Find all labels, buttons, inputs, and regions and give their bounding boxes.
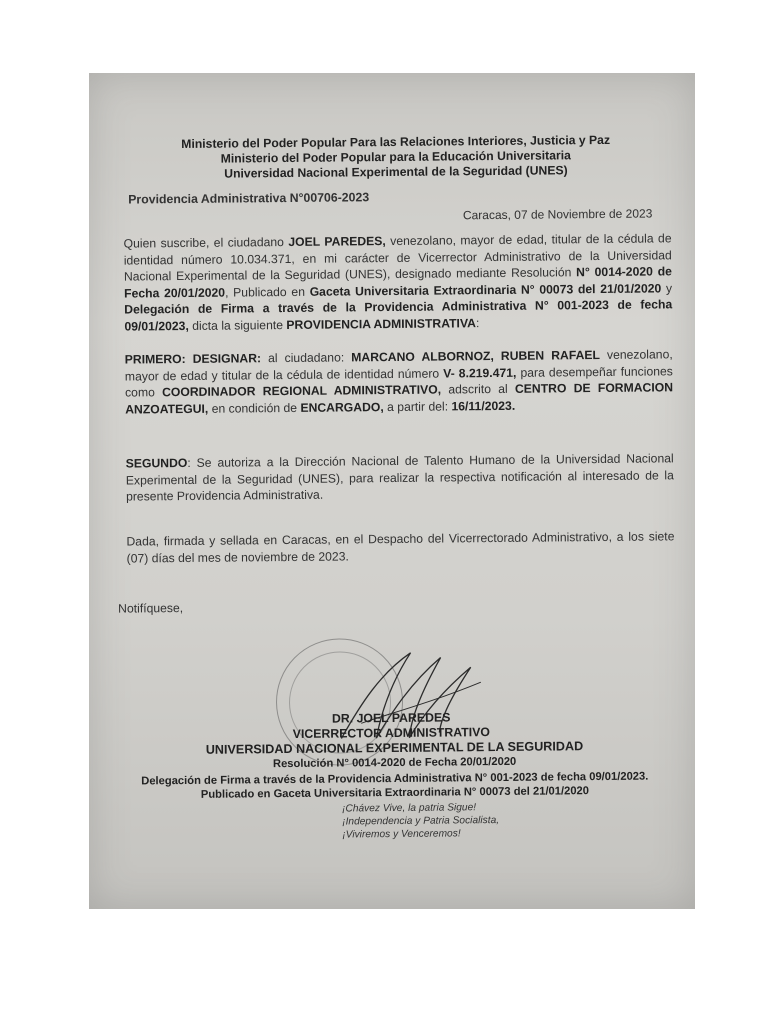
intro-paragraph: Quien suscribe, el ciudadano JOEL PAREDES, venezolano, mayor de edad, titular de la cédula de identidad número 10.034.371, en mi carácter de Vicerrector Administrativo de la Universidad Nacional Experimental de la Seguridad (UNES), designado mediante Resolución N° 0014-2020 de Fecha 20/01/2020, Publicado en Gaceta Universitaria Extraordinaria N° 00073 del 21/01/2020 y Delegación de Firma a través de la Providencia Administrativa N° 001-2023 de fecha 09/01/2023, dicta la siguiente PROVIDENCIA ADMINISTRATIVA:	[123, 231, 673, 334]
document-date: Caracas, 07 de Noviembre de 2023	[462, 206, 653, 223]
notification-line: Notifíquese,	[118, 601, 184, 616]
signatory-university: UNIVERSIDAD NACIONAL EXPERIMENTAL DE LA SEGURIDAD	[205, 739, 584, 757]
signatory-publication: Publicado en Gaceta Universitaria Extraordinaria N° 00073 del 21/01/2020	[200, 785, 590, 801]
motto-line-1: ¡Chávez Vive, la patria Sigue!	[341, 802, 477, 815]
header-line-3: Universidad Nacional Experimental de la Seguridad (UNES)	[224, 163, 568, 181]
signatory-name: DR. JOEL PAREDES	[331, 710, 451, 726]
closing-paragraph: Dada, firmada y sellada en Caracas, en el Despacho del Vicerrectorado Administrativo, a los siete (07) días del mes de noviembre de 2023.	[126, 529, 675, 566]
document-page	[89, 73, 695, 909]
signatory-resolution: Resolución N° 0014-2020 de Fecha 20/01/2020	[272, 755, 517, 771]
signatory-title: VICERRECTOR ADMINISTRATIVO	[292, 725, 490, 741]
header-line-1: Ministerio del Poder Popular Para las Relaciones Interiores, Justicia y Paz	[181, 132, 611, 152]
background-watermark	[390, 573, 402, 618]
providencia-reference: Providencia Administrativa N°00706-2023	[128, 190, 370, 207]
motto-line-3: ¡Viviremos y Venceremos!	[342, 828, 461, 841]
motto-line-2: ¡Independencia y Patria Socialista,	[342, 814, 500, 828]
segundo-paragraph: SEGUNDO: Se autoriza a la Dirección Nacional de Talento Humano de la Universidad Nacional Experimental de la Seguridad (UNES), para realizar la respectiva notificación al interesado de la presente Providencia Administrativa.	[125, 451, 674, 504]
scanned-document	[89, 73, 695, 909]
primero-paragraph: PRIMERO: DESIGNAR: al ciudadano: MARCANO ALBORNOZ, RUBEN RAFAEL venezolano, mayor de edad y titular de la cédula de identidad número V- 8.219.471, para desempeñar funciones como COORDINADOR REGIONAL ADMINISTRATIVO, adscrito al CENTRO DE FORMACION ANZOATEGUI, en condición de ENCARGADO, a partir del: 16/11/2023.	[124, 347, 674, 417]
signatory-delegation: Delegación de Firma a través de la Providencia Administrativa N° 001-2023 de fecha 09/01/2023.	[141, 770, 649, 788]
header-line-2: Ministerio del Poder Popular para la Educación Universitaria	[220, 148, 571, 166]
